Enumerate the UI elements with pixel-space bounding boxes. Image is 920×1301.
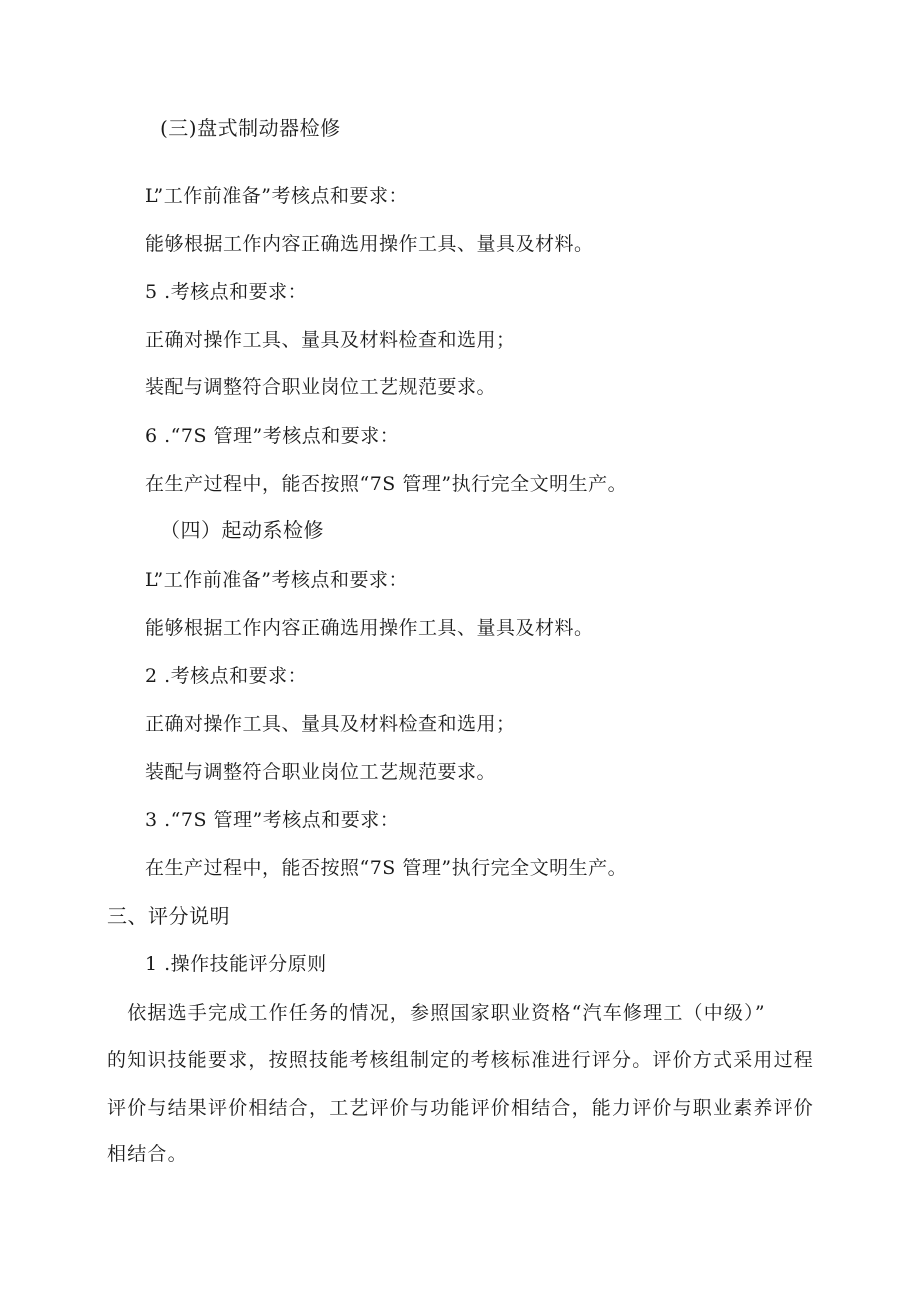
- item-text-assembly: 装配与调整符合职业岗位工艺规范要求。: [145, 761, 497, 783]
- paragraph-line: 的知识技能要求，按照技能考核组制定的考核标准进行评分。评价方式采用过程: [107, 1049, 815, 1071]
- item-title-checkpoints: 5 .考核点和要求：: [145, 281, 308, 303]
- item-title-preparation: L”工作前准备”考核点和要求：: [145, 569, 408, 591]
- paragraph-line: 相结合。: [107, 1143, 188, 1165]
- item-text-7s: 在生产过程中，能否按照“7S 管理”执行完全文明生产。: [145, 473, 628, 495]
- part-heading-scoring: 三、评分说明: [107, 904, 230, 928]
- sub-heading-scoring-principles: 1 .操作技能评分原则: [145, 953, 327, 975]
- item-title-7s: 3 .“7S 管理”考核点和要求：: [145, 809, 400, 831]
- item-title-7s: 6 .“7S 管理”考核点和要求：: [145, 425, 400, 447]
- item-text-tool-check: 正确对操作工具、量具及材料检查和选用；: [145, 713, 516, 735]
- section-heading-disc-brake: (三)盘式制动器检修: [160, 116, 341, 140]
- item-title-preparation: L”工作前准备”考核点和要求：: [145, 185, 408, 207]
- item-text-preparation: 能够根据工作内容正确选用操作工具、量具及材料。: [145, 617, 594, 639]
- item-text-preparation: 能够根据工作内容正确选用操作工具、量具及材料。: [145, 233, 594, 255]
- item-text-7s: 在生产过程中，能否按照“7S 管理”执行完全文明生产。: [145, 857, 628, 879]
- paragraph-line: 评价与结果评价相结合，工艺评价与功能评价相结合，能力评价与职业素养评价: [107, 1097, 815, 1119]
- item-text-assembly: 装配与调整符合职业岗位工艺规范要求。: [145, 376, 497, 398]
- item-text-tool-check: 正确对操作工具、量具及材料检查和选用；: [145, 329, 516, 351]
- paragraph-line: 依据选手完成工作任务的情况，参照国家职业资格“汽车修理工（中级）”: [107, 1002, 766, 1024]
- section-heading-starter: （四）起动系检修: [160, 518, 324, 542]
- item-title-checkpoints: 2 .考核点和要求：: [145, 665, 308, 687]
